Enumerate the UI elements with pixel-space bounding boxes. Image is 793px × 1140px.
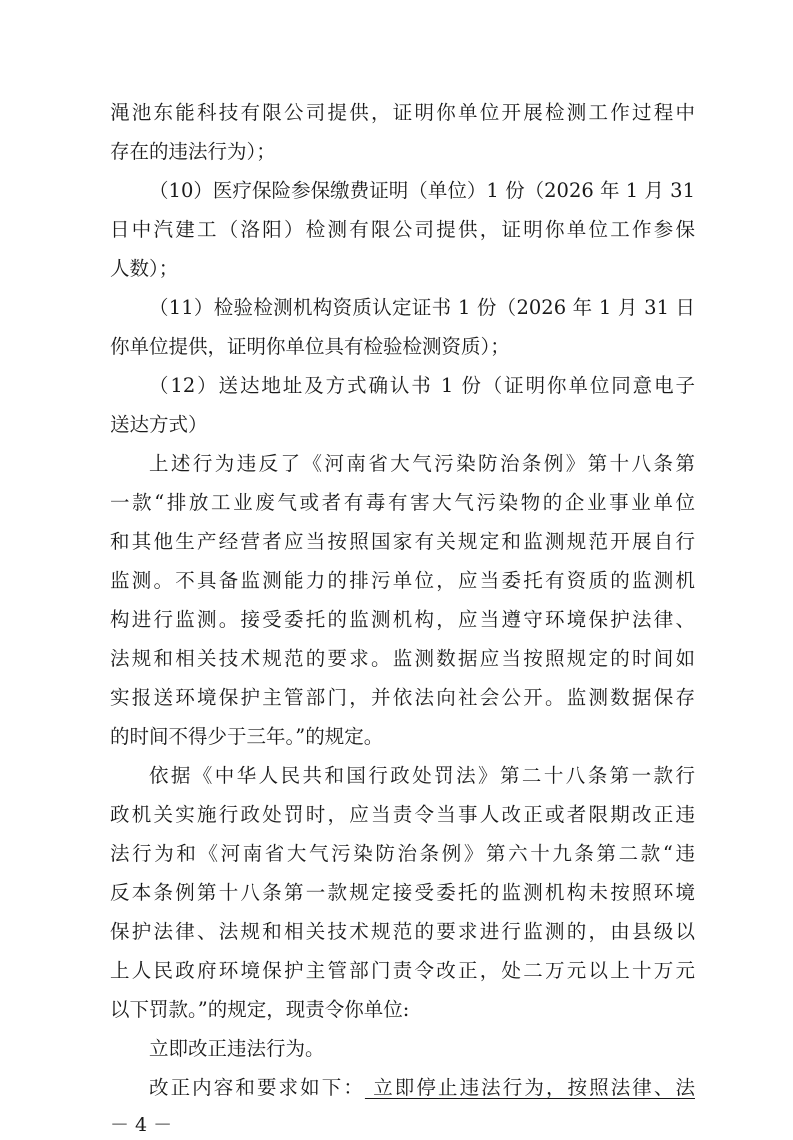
body-text-line: 存在的违法行为）； — [110, 140, 276, 163]
list-item-12-line: 送达方式） — [110, 413, 208, 436]
basis-paragraph-line: 法行为和《河南省大气污染防治条例》第六十九条第二款“违 — [110, 842, 695, 865]
body-text-line: 渑池东能科技有限公司提供，证明你单位开展检测工作过程中 — [110, 101, 695, 124]
violation-paragraph-line: 实报送环境保护主管部门，并依法向社会公开。监测数据保存 — [110, 686, 695, 709]
correction-order-line: 立即改正违法行为。 — [149, 1037, 325, 1060]
basis-paragraph-line: 以下罚款。”的规定，现责令你单位: — [110, 998, 410, 1021]
correction-requirements-underlined: 立即停止违法行为，按照法律、法 — [364, 1076, 695, 1099]
basis-paragraph-line: 依据《中华人民共和国行政处罚法》第二十八条第一款行 — [149, 764, 695, 787]
correction-requirements-label: 改正内容和要求如下： — [149, 1076, 365, 1099]
page-number: － 4 － — [110, 1114, 173, 1136]
violation-paragraph-line: 监测。不具备监测能力的排污单位，应当委托有资质的监测机 — [110, 569, 695, 592]
list-item-11-line: （11）检验检测机构资质认定证书 1 份（2026 年 1 月 31 日 — [149, 296, 695, 319]
basis-paragraph-line: 保护法律、法规和相关技术规范的要求进行监测的，由县级以 — [110, 920, 695, 943]
basis-paragraph-line: 上人民政府环境保护主管部门责令改正，处二万元以上十万元 — [110, 959, 695, 982]
list-item-10-line: （10）医疗保险参保缴费证明（单位）1 份（2026 年 1 月 31 — [149, 179, 695, 202]
basis-paragraph-line: 政机关实施行政处罚时，应当责令当事人改正或者限期改正违 — [110, 803, 695, 826]
violation-paragraph-line: 一款“排放工业废气或者有毒有害大气污染物的企业事业单位 — [110, 491, 695, 514]
basis-paragraph-line: 反本条例第十八条第一款规定接受委托的监测机构未按照环境 — [110, 881, 695, 904]
violation-paragraph-line: 法规和相关技术规范的要求。监测数据应当按照规定的时间如 — [110, 647, 695, 670]
list-item-10-line: 日中汽建工（洛阳）检测有限公司提供，证明你单位工作参保 — [110, 218, 695, 241]
violation-paragraph-line: 上述行为违反了《河南省大气污染防治条例》第十八条第 — [149, 452, 695, 475]
correction-requirements-line — [149, 1072, 695, 1104]
list-item-12-line: （12）送达地址及方式确认书 1 份（证明你单位同意电子 — [149, 374, 695, 397]
list-item-11-line: 你单位提供，证明你单位具有检验检测资质）； — [110, 335, 510, 358]
violation-paragraph-line: 的时间不得少于三年。”的规定。 — [110, 725, 384, 748]
violation-paragraph-line: 构进行监测。接受委托的监测机构，应当遵守环境保护法律、 — [110, 608, 695, 631]
violation-paragraph-line: 和其他生产经营者应当按照国家有关规定和监测规范开展自行 — [110, 530, 695, 553]
list-item-10-line: 人数）； — [110, 257, 179, 280]
